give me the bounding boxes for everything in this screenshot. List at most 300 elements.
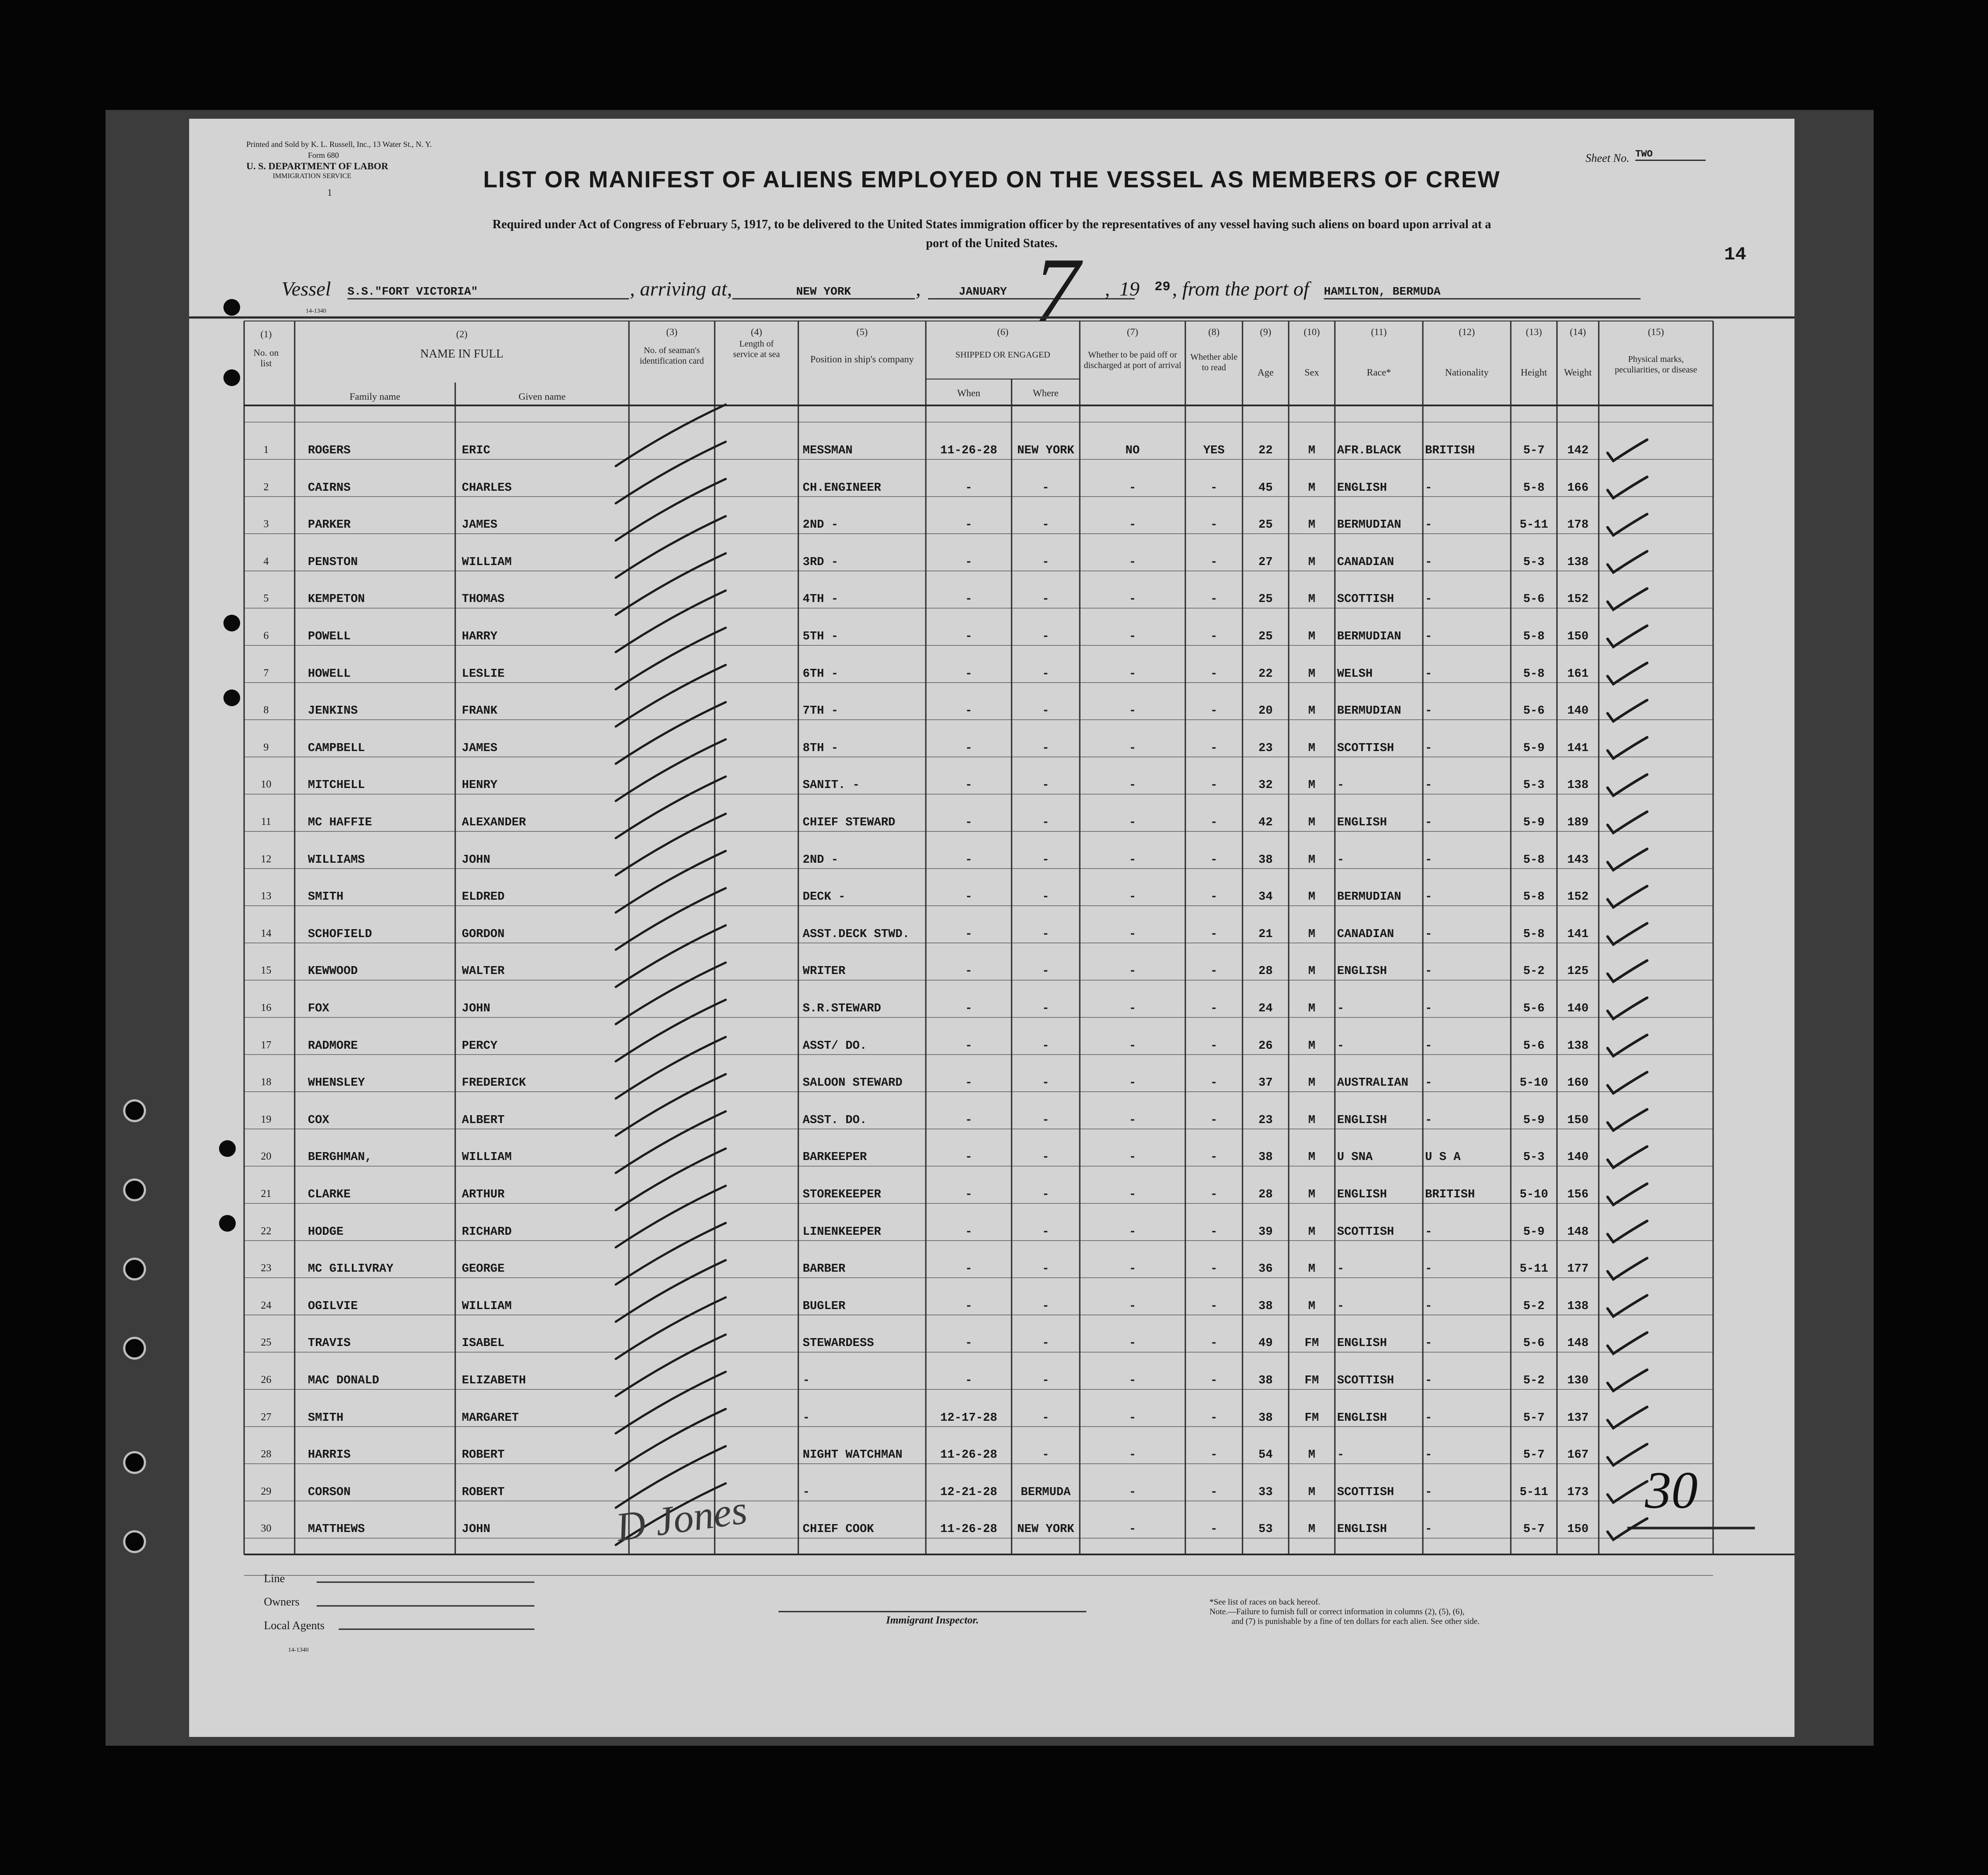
paid-off: - [1129,853,1137,867]
height: 5-7 [1523,1523,1545,1536]
weight: 130 [1567,1374,1589,1387]
weight: 173 [1567,1485,1589,1499]
able-to-read: - [1210,1523,1218,1536]
family-name: PARKER [308,518,351,532]
race: BERMUDIAN [1337,518,1401,532]
shipped-when: - [965,1299,972,1313]
able-to-read: - [1210,1151,1218,1164]
race: ENGLISH [1337,1113,1387,1127]
age: 24 [1258,1002,1273,1015]
age: 38 [1258,1411,1273,1425]
able-to-read: - [1210,518,1218,532]
weight: 140 [1567,704,1589,718]
paid-off: - [1129,1076,1137,1090]
height: 5-10 [1520,1076,1548,1090]
age: 25 [1258,518,1273,532]
nationality: - [1425,1076,1433,1090]
sex: M [1308,741,1316,755]
col-13-number: (13) [1526,326,1542,337]
shipped-where: - [1042,1188,1049,1201]
able-to-read: - [1210,927,1218,941]
row-number: 29 [261,1485,271,1497]
family-name: SMITH [308,1411,344,1425]
weight: 161 [1567,667,1589,681]
able-to-read: - [1210,1411,1218,1425]
race: AUSTRALIAN [1337,1076,1409,1090]
nationality: - [1425,1485,1433,1499]
height: 5-10 [1520,1188,1548,1201]
sex: M [1308,481,1316,495]
shipped-when: - [965,518,972,532]
given-name: ERIC [462,444,490,457]
paid-off: - [1129,555,1137,569]
weight: 141 [1567,741,1589,755]
col-5-header: Position in ship's company [810,354,914,365]
nationality: - [1425,816,1433,829]
able-to-read: - [1210,779,1218,792]
shipped-when: - [965,965,972,978]
race: ENGLISH [1337,481,1387,495]
height: 5-8 [1523,890,1545,904]
shipped-where: - [1042,1448,1049,1462]
family-name: PENSTON [308,555,358,569]
weight: 167 [1567,1448,1589,1462]
position: S.R.STEWARD [803,1002,881,1015]
height: 5-8 [1523,481,1545,495]
able-to-read: - [1210,1448,1218,1462]
col-11-header: Race* [1367,367,1391,378]
position: SANIT. - [803,779,860,792]
age: 34 [1258,890,1273,904]
given-name: ELDRED [462,890,505,904]
row-number: 9 [263,741,269,753]
shipped-when: - [965,1076,972,1090]
age: 26 [1258,1039,1273,1053]
race: - [1337,1039,1345,1053]
able-to-read: - [1210,1076,1218,1090]
height: 5-8 [1523,667,1545,681]
nationality: - [1425,1225,1433,1239]
height: 5-9 [1523,741,1545,755]
col-6-number: (6) [997,326,1009,337]
sex: M [1308,667,1316,681]
footer-code: 14-1340 [288,1647,309,1653]
able-to-read: - [1210,593,1218,606]
position: ASST. DO. [803,1113,867,1127]
sex: M [1308,1262,1316,1276]
col-6-when-header: When [957,387,980,398]
paid-off: - [1129,1151,1137,1164]
shipped-where: NEW YORK [1017,444,1074,457]
col-15-number: (15) [1648,326,1664,337]
age: 49 [1258,1337,1273,1350]
family-name: MITCHELL [308,779,365,792]
shipped-when: - [965,1225,972,1239]
shipped-where: - [1042,593,1049,606]
family-name: MC GILLIVRAY [308,1262,394,1276]
position: - [803,1374,810,1387]
race: ENGLISH [1337,965,1387,978]
family-name: SCHOFIELD [308,927,372,941]
row-number: 16 [261,1002,271,1014]
row-number: 15 [261,965,271,977]
col-12-header: Nationality [1445,367,1489,378]
shipped-when: - [965,1113,972,1127]
able-to-read: - [1210,965,1218,978]
col-1-number: (1) [260,328,272,339]
given-name: THOMAS [462,593,505,606]
family-name: HOWELL [308,667,351,681]
shipped-where: - [1042,927,1049,941]
given-name: JOHN [462,1523,490,1536]
shipped-where: - [1042,518,1049,532]
race: - [1337,1262,1345,1276]
shipped-when: - [965,667,972,681]
race: - [1337,779,1345,792]
able-to-read: - [1210,1225,1218,1239]
race: AFR.BLACK [1337,444,1401,457]
nationality: U S A [1425,1151,1461,1164]
penalty-note-1: Note.—Failure to furnish full or correct information in columns (2), (5), (6), [1210,1607,1465,1616]
col-14-number: (14) [1570,326,1586,337]
age: 33 [1258,1485,1273,1499]
paid-off: - [1129,1113,1137,1127]
origin-port: HAMILTON, BERMUDA [1324,285,1641,299]
race: WELSH [1337,667,1373,681]
age: 28 [1258,965,1273,978]
given-name: CHARLES [462,481,512,495]
nationality: - [1425,890,1433,904]
weight: 152 [1567,593,1589,606]
position: BARKEEPER [803,1151,867,1164]
weight: 143 [1567,853,1589,867]
nationality: - [1425,630,1433,643]
family-name: SMITH [308,890,344,904]
age: 38 [1258,1374,1273,1387]
shipped-where: - [1042,965,1049,978]
sex: M [1308,890,1316,904]
col-10-header: Sex [1305,367,1319,378]
given-name: WILLIAM [462,1299,512,1313]
paid-off: - [1129,481,1137,495]
row-number: 4 [263,555,269,567]
sex: M [1308,444,1316,457]
shipped-when: 11-26-28 [940,1448,998,1462]
height: 5-3 [1523,555,1545,569]
sex: FM [1305,1411,1319,1425]
vessel-name: S.S."FORT VICTORIA" [347,285,629,299]
paid-off: - [1129,1188,1137,1201]
shipped-when: - [965,1262,972,1276]
position: CHIEF COOK [803,1523,874,1536]
race: ENGLISH [1337,1411,1387,1425]
family-name: CAMPBELL [308,741,365,755]
local-agents-label: Local Agents [264,1619,325,1632]
paid-off: - [1129,1523,1137,1536]
height: 5-6 [1523,593,1545,606]
row-number: 26 [261,1374,271,1386]
row-number: 22 [261,1225,271,1237]
race: - [1337,853,1345,867]
sex: M [1308,630,1316,643]
weight: 152 [1567,890,1589,904]
given-name: ALBERT [462,1113,505,1127]
sex: M [1308,816,1316,829]
position: ASST/ DO. [803,1039,867,1053]
shipped-when: - [965,1039,972,1053]
nationality: - [1425,518,1433,532]
row-number: 8 [263,704,269,716]
subtitle-line-2: port of the United States. [926,237,1058,250]
col-5-number: (5) [856,326,868,337]
margin-mark: 1 [327,187,332,198]
given-name: WALTER [462,965,505,978]
age: 38 [1258,1151,1273,1164]
inspector-label: Immigrant Inspector. [886,1615,979,1626]
family-name: ROGERS [308,444,351,457]
position: BUGLER [803,1299,846,1313]
family-name: OGILVIE [308,1299,358,1313]
age: 22 [1258,667,1273,681]
given-name: FRANK [462,704,498,718]
age: 53 [1258,1523,1273,1536]
family-name: MAC DONALD [308,1374,380,1387]
shipped-where: NEW YORK [1017,1523,1074,1536]
weight: 148 [1567,1225,1589,1239]
position: NIGHT WATCHMAN [803,1448,903,1462]
height: 5-11 [1520,518,1548,532]
family-name: MATTHEWS [308,1523,365,1536]
height: 5-3 [1523,779,1545,792]
height: 5-7 [1523,444,1545,457]
year-prefix: 19 [1119,277,1140,300]
department: U. S. DEPARTMENT OF LABOR [246,161,388,171]
given-name: ROBERT [462,1485,505,1499]
given-name: RICHARD [462,1225,512,1239]
shipped-when: - [965,1374,972,1387]
able-to-read: - [1210,1002,1218,1015]
races-note: *See list of races on back hereof. [1210,1598,1320,1607]
able-to-read: - [1210,853,1218,867]
paid-off: - [1129,1485,1137,1499]
sex: M [1308,518,1316,532]
shipped-when: 11-26-28 [940,1523,998,1536]
family-name: CLARKE [308,1188,351,1201]
sex: M [1308,1225,1316,1239]
shipped-when: - [965,481,972,495]
age: 23 [1258,741,1273,755]
height: 5-8 [1523,927,1545,941]
age: 54 [1258,1448,1273,1462]
weight: 189 [1567,816,1589,829]
height: 5-6 [1523,1002,1545,1015]
printer-line: Printed and Sold by K. L. Russell, Inc., 13 Water St., N. Y. [246,140,432,149]
age: 22 [1258,444,1273,457]
position: 2ND - [803,518,839,532]
nationality: - [1425,1411,1433,1425]
row-number: 7 [263,667,269,679]
paid-off: - [1129,1002,1137,1015]
col-12-number: (12) [1458,326,1475,337]
able-to-read: - [1210,667,1218,681]
row-number: 6 [263,630,269,642]
position: WRITER [803,965,846,978]
page-title: LIST OR MANIFEST OF ALIENS EMPLOYED ON THE VESSEL AS MEMBERS OF CREW [483,167,1501,193]
height: 5-9 [1523,816,1545,829]
year-suffix: 29 [1155,280,1171,295]
shipped-where: - [1042,779,1049,792]
owners-label: Owners [264,1595,300,1608]
paid-off: - [1129,593,1137,606]
sex: FM [1305,1374,1319,1387]
col-4-header: Length of service at sea [733,339,780,359]
shipped-when: - [965,927,972,941]
position: CH.ENGINEER [803,481,881,495]
given-name: ELIZABETH [462,1374,526,1387]
col-3-number: (3) [666,326,678,337]
shipped-where: - [1042,1374,1049,1387]
shipped-where: - [1042,1113,1049,1127]
given-name: ARTHUR [462,1188,505,1201]
arrival-day: 7 [1034,239,1080,341]
paid-off: - [1129,965,1137,978]
given-name: FREDERICK [462,1076,526,1090]
row-number: 21 [261,1188,271,1200]
given-name: GORDON [462,927,505,941]
position: 6TH - [803,667,839,681]
position: STEWARDESS [803,1337,874,1350]
shipped-where: - [1042,1076,1049,1090]
row-number: 17 [261,1039,271,1051]
shipped-when: - [965,890,972,904]
row-number: 5 [263,593,269,605]
sex: M [1308,965,1316,978]
signature: D Jones [613,1487,750,1550]
position: - [803,1411,810,1425]
shipped-when: - [965,1151,972,1164]
given-name: JOHN [462,853,490,867]
able-to-read: - [1210,481,1218,495]
row-number: 23 [261,1262,271,1274]
shipped-when: - [965,1337,972,1350]
nationality: - [1425,1374,1433,1387]
age: 32 [1258,779,1273,792]
sex: M [1308,1188,1316,1201]
weight: 177 [1567,1262,1589,1276]
age: 23 [1258,1113,1273,1127]
row-number: 12 [261,853,271,865]
position: 8TH - [803,741,839,755]
paid-off: - [1129,704,1137,718]
shipped-where: - [1042,1262,1049,1276]
shipped-where: - [1042,890,1049,904]
nationality: - [1425,1113,1433,1127]
age: 39 [1258,1225,1273,1239]
col-2-header: NAME IN FULL [420,347,504,360]
race: - [1337,1299,1345,1313]
given-name: HARRY [462,630,498,643]
nationality: - [1425,1448,1433,1462]
from-label: , from the port of [1172,277,1309,300]
row-number: 30 [261,1523,271,1535]
nationality: - [1425,667,1433,681]
able-to-read: - [1210,1113,1218,1127]
shipped-where: - [1042,741,1049,755]
family-name: HODGE [308,1225,344,1239]
family-name: KEWWOOD [308,965,358,978]
col-4-number: (4) [751,326,762,337]
position: 4TH - [803,593,839,606]
weight: 138 [1567,1039,1589,1053]
shipped-when: - [965,853,972,867]
nationality: - [1425,779,1433,792]
race: SCOTTISH [1337,1225,1394,1239]
row-number: 2 [263,481,269,493]
sex: M [1308,1113,1316,1127]
paid-off: NO [1125,444,1140,457]
nationality: - [1425,927,1433,941]
weight: 125 [1567,965,1589,978]
shipped-when: - [965,704,972,718]
weight: 142 [1567,444,1589,457]
sex: M [1308,1299,1316,1313]
weight: 150 [1567,630,1589,643]
sheet-number: TWO [1635,149,1706,161]
weight: 160 [1567,1076,1589,1090]
page-number: 14 [1724,244,1747,265]
col-7-number: (7) [1127,326,1138,337]
weight: 178 [1567,518,1589,532]
race: - [1337,1002,1345,1015]
family-name: KEMPETON [308,593,365,606]
row-number: 13 [261,890,271,902]
sex: M [1308,555,1316,569]
race: BERMUDIAN [1337,630,1401,643]
nationality: - [1425,1039,1433,1053]
nationality: - [1425,1299,1433,1313]
able-to-read: - [1210,704,1218,718]
position: STOREKEEPER [803,1188,881,1201]
col-10-number: (10) [1304,326,1320,337]
shipped-where: - [1042,1411,1049,1425]
able-to-read: - [1210,890,1218,904]
weight: 140 [1567,1151,1589,1164]
shipped-when: - [965,1188,972,1201]
given-name: JAMES [462,741,498,755]
age: 42 [1258,816,1273,829]
race: SCOTTISH [1337,1485,1394,1499]
position: LINENKEEPER [803,1225,881,1239]
form-number: Form 680 [308,151,339,160]
able-to-read: - [1210,1485,1218,1499]
age: 37 [1258,1076,1273,1090]
family-name: FOX [308,1002,329,1015]
col-2-family-header: Family name [349,391,401,402]
shipped-where: BERMUDA [1020,1485,1071,1499]
position: BARBER [803,1262,846,1276]
paid-off: - [1129,630,1137,643]
shipped-when: - [965,741,972,755]
given-name: HENRY [462,779,498,792]
shipped-when: - [965,816,972,829]
nationality: - [1425,481,1433,495]
shipped-when: - [965,630,972,643]
position: 5TH - [803,630,839,643]
family-name: COX [308,1113,329,1127]
col-2-number: (2) [456,328,468,339]
given-name: LESLIE [462,667,505,681]
race: SCOTTISH [1337,1374,1394,1387]
